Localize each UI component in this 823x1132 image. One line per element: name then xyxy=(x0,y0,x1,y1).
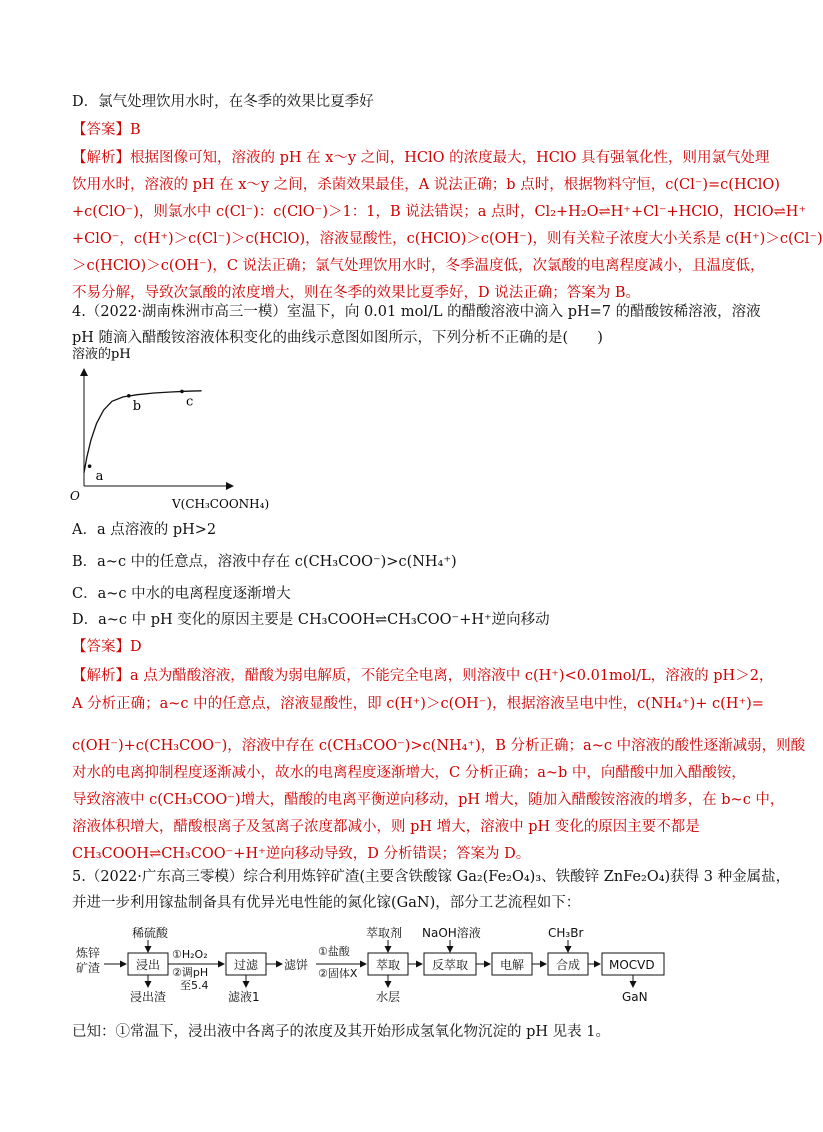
q3-option-d: D．氯气处理饮用水时，在冬季的效果比夏季好 xyxy=(72,94,374,110)
output-gan: GaN xyxy=(622,990,648,1004)
box-synthesis-label: 合成 xyxy=(556,958,581,972)
reagent-ch3br: CH₃Br xyxy=(548,926,584,940)
q4-option-a: A．a 点溶液的 pH>2 xyxy=(72,522,217,538)
q3-answer-line xyxy=(72,120,141,140)
step1-a: ①H₂O₂ xyxy=(172,948,208,961)
box-filter-label: 过滤 xyxy=(234,958,259,972)
analysis-tag: 【解析】 xyxy=(72,150,130,166)
box-back-extract-label: 反萃取 xyxy=(432,958,469,972)
output-water-layer: 水层 xyxy=(376,990,401,1004)
q4-option-b: B．a~c 中的任意点，溶液中存在 c(CH₃COO⁻)>c(NH₄⁺) xyxy=(72,554,457,570)
point-label-c: c xyxy=(186,394,194,410)
q3-analysis-line: +c(ClO⁻)，则氯水中 c(Cl⁻)：c(ClO⁻)＞1：1，B 说法错误；a 点时，Cl₂+H₂O⇌H⁺+Cl⁻+HClO，HClO⇌H⁺ xyxy=(72,204,807,220)
step1-b: ②调pH xyxy=(172,966,209,979)
origin-label: O xyxy=(70,489,80,503)
box-extract-label: 萃取 xyxy=(376,958,401,972)
q4-analysis-line: 对水的电离抑制程度逐渐减小，故水的电离程度逐渐增大，C 分析正确；a~b 中，向醋酸中加入醋酸铵， xyxy=(72,765,746,781)
step2-a: ①盐酸 xyxy=(318,945,350,958)
output-leach-residue: 浸出渣 xyxy=(130,990,167,1004)
answer-tag: 【答案】 xyxy=(72,122,130,138)
q3-analysis-line: 不易分解，导致次氯酸的浓度增大，则在冬季的效果比夏季好，D 说法正确；答案为 B。 xyxy=(72,285,640,301)
q4-option-d: D．a~c 中 pH 变化的原因主要是 CH₃COOH⇌CH₃COO⁻+H⁺逆向移动 xyxy=(72,612,550,628)
step1-c: 至5.4 xyxy=(180,979,209,992)
reagent-naoh: NaOH溶液 xyxy=(422,926,481,940)
q4-analysis-line: CH₃COOH⇌CH₃COO⁻+H⁺逆向移动导致，D 分析错误；答案为 D。 xyxy=(72,846,531,862)
q4-analysis-line: 导致溶液中 c(CH₃COO⁻)增大，醋酸的电离平衡逆向移动，pH 增大，随加入醋酸铵溶液的增多，在 b~c 中， xyxy=(72,792,785,808)
q4-answer-line xyxy=(72,637,142,657)
box-electrolysis-label: 电解 xyxy=(500,958,525,972)
start-label-2: 矿渣 xyxy=(76,961,101,975)
point-c xyxy=(180,390,184,394)
box-leach-label: 浸出 xyxy=(136,958,161,972)
q3-analysis-line: 饮用水时，溶液的 pH 在 x～y 之间，杀菌效果最佳，A 说法正确；b 点时，根据物料守恒，c(Cl⁻)=c(HClO) xyxy=(72,177,780,193)
box-mocvd-label: MOCVD xyxy=(609,958,655,972)
point-label-a: a xyxy=(95,469,104,485)
point-a xyxy=(88,464,92,468)
filter-cake: 滤饼 xyxy=(284,958,309,972)
process-flowchart xyxy=(76,925,716,1015)
reagent-sulfuric: 稀硫酸 xyxy=(132,926,169,940)
q3-answer: B xyxy=(130,122,141,138)
y-axis-label: 溶液的pH xyxy=(72,347,131,362)
answer-tag: 【答案】 xyxy=(72,639,130,655)
x-axis-label: V(CH₃COONH₄) xyxy=(172,497,270,511)
analysis-tag: 【解析】 xyxy=(72,668,130,684)
start-label-1: 炼锌 xyxy=(76,946,101,960)
point-b xyxy=(127,394,131,398)
ph-chart xyxy=(70,347,272,522)
q4-stem-line: pH 随滴入醋酸铵溶液体积变化的曲线示意图如图所示，下列分析不正确的是( ) xyxy=(72,330,603,346)
q4-stem-line: 4.（2022·湖南株洲市高三一模）室温下，向 0.01 mol/L 的醋酸溶液中滴入 pH=7 的醋酸铵稀溶液，溶液 xyxy=(72,304,761,320)
q4-option-c: C．a~c 中水的电离程度逐渐增大 xyxy=(72,586,291,602)
q5-stem-line: 5.（2022·广东高三零模）综合利用炼锌矿渣(主要含铁酸镓 Ga₂(Fe₂O₄)₃、铁酸锌 ZnFe₂O₄)获得 3 种金属盐， xyxy=(72,869,791,885)
q3-analysis-line xyxy=(72,148,769,168)
q4-analysis-text: a 点为醋酸溶液，醋酸为弱电解质，不能完全电离，则溶液中 c(H⁺)<0.01mol/L，溶液的 pH＞2， xyxy=(130,668,774,684)
q4-analysis-line: 溶液体积增大，醋酸根离子及氢离子浓度都减小，则 pH 增大，溶液中 pH 变化的原因主要不都是 xyxy=(72,819,700,835)
point-label-b: b xyxy=(132,398,142,414)
q3-analysis-line: +ClO⁻，c(H⁺)＞c(Cl⁻)＞c(HClO)，溶液显酸性，c(HClO)＞c(OH⁻)，则有关粒子浓度大小关系是 c(H⁺)＞c(Cl⁻) xyxy=(72,231,823,247)
q5-stem-line: 并进一步利用镓盐制备具有优异光电性能的氮化镓(GaN)，部分工艺流程如下： xyxy=(72,895,581,911)
q4-analysis-line: A 分析正确；a~c 中的任意点，溶液显酸性，即 c(H⁺)＞c(OH⁻)，根据溶液呈电中性，c(NH₄⁺)+ c(H⁺)= xyxy=(72,696,764,712)
output-filtrate1: 滤液1 xyxy=(228,990,260,1004)
q4-analysis-line xyxy=(72,666,773,686)
q4-analysis-line: c(OH⁻)+c(CH₃COO⁻)，溶液中存在 c(CH₃COO⁻)>c(NH₄⁺)，B 分析正确；a~c 中溶液的酸性逐渐减弱，则酸 xyxy=(72,738,806,754)
q3-analysis-line: ＞c(HClO)＞c(OH⁻)，C 说法正确；氯气处理饮用水时，冬季温度低，次氯酸的电离程度减小，且温度低， xyxy=(72,258,765,274)
ph-curve xyxy=(84,391,202,473)
reagent-extractant: 萃取剂 xyxy=(366,926,403,940)
q3-analysis-text: 根据图像可知，溶液的 pH 在 x～y 之间，HClO 的浓度最大，HClO 具有强氧化性，则用氯气处理 xyxy=(130,150,770,166)
q4-answer: D xyxy=(130,639,142,655)
q5-known-line: 已知：①常温下，浸出液中各离子的浓度及其开始形成氢氧化物沉淀的 pH 见表 1。 xyxy=(72,1024,610,1040)
step2-b: ②固体X xyxy=(318,967,358,980)
